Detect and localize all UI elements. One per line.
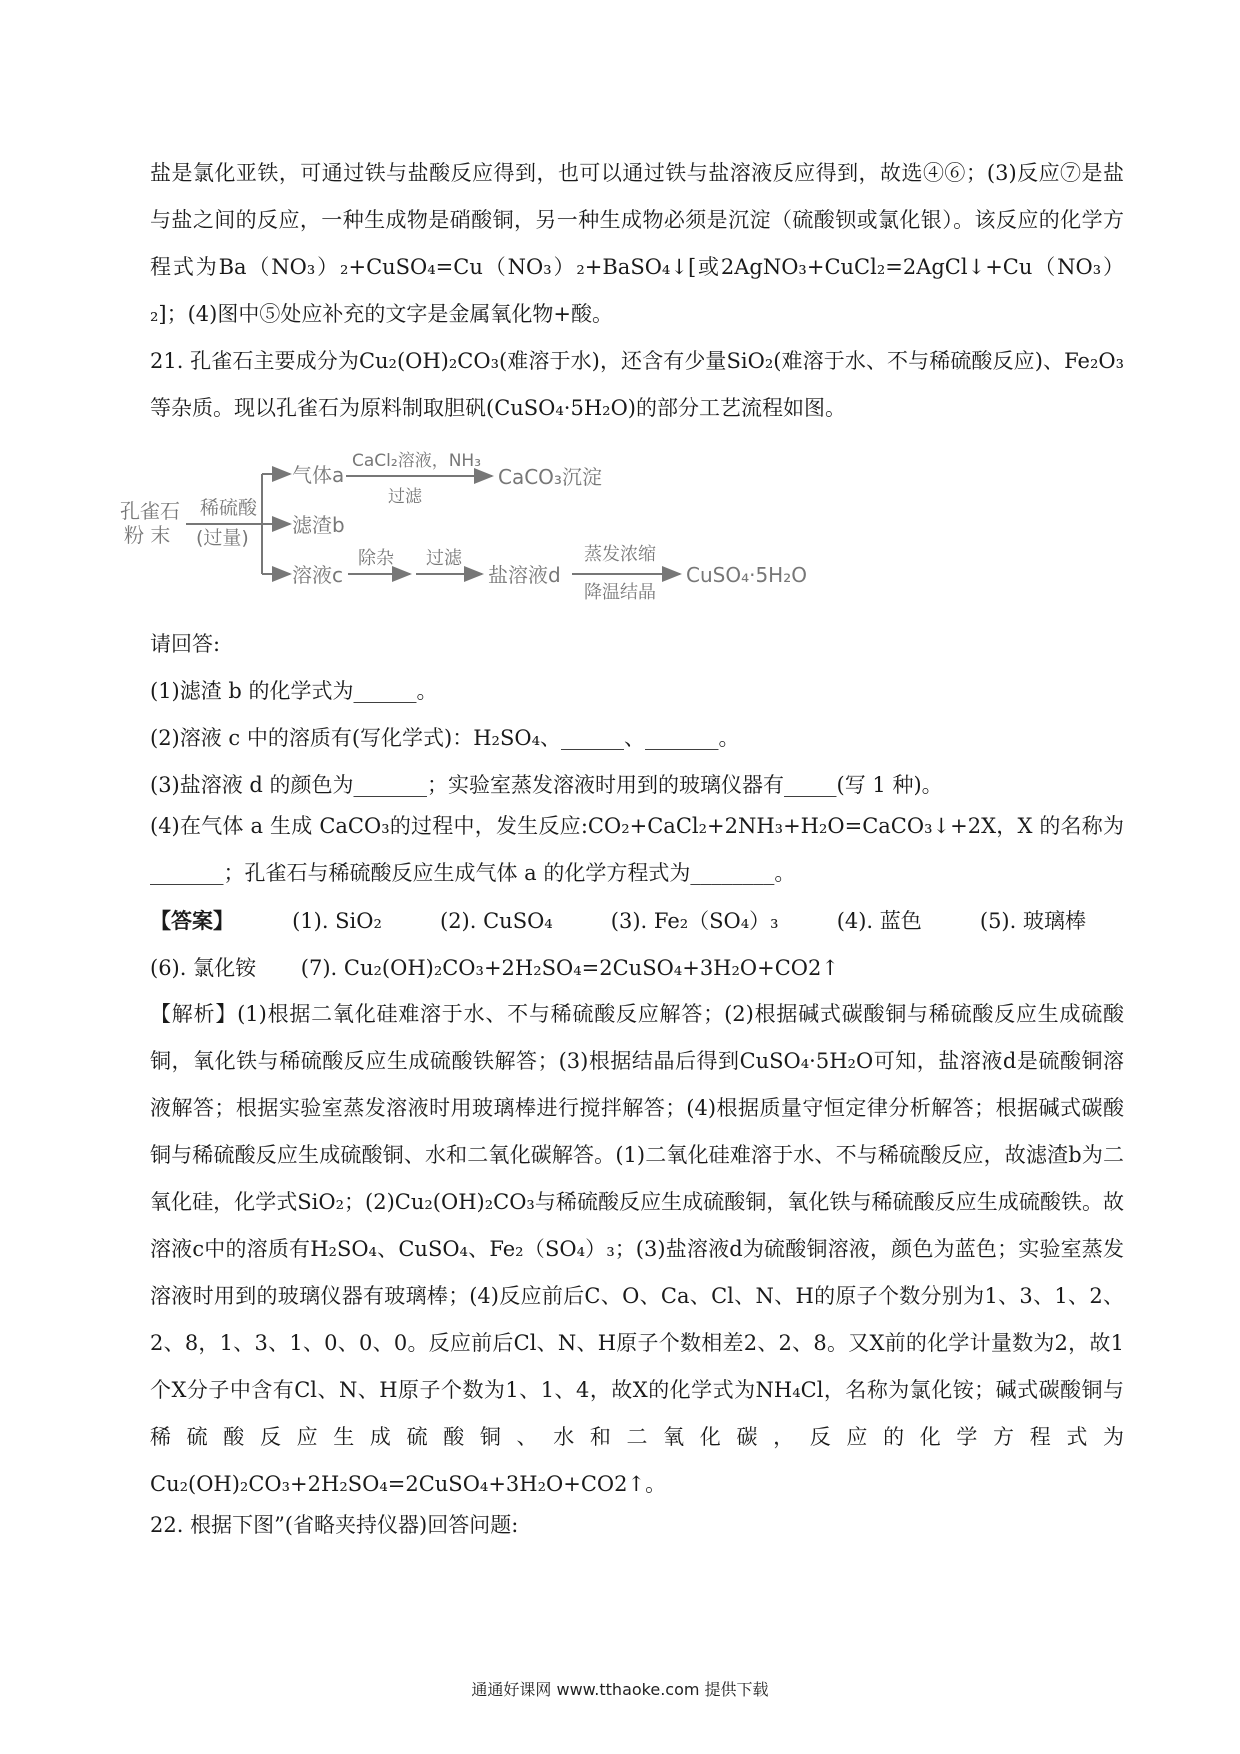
solution-c-label: 溶液c [292,563,343,587]
gas-reagent-label: CaCl₂溶液，NH₃ [352,451,482,471]
start-label-1: 孔雀石 [120,499,180,523]
answer-6: (6). 氯化铵 [150,956,257,980]
step-filter: 过滤 [426,548,462,569]
salt-solution-d-label: 盐溶液d [488,563,561,587]
reagent-bottom: (过量) [196,527,249,549]
gas-operation-label: 过滤 [388,487,422,507]
step-evaporate: 蒸发浓缩 [584,544,656,565]
caco3-product-label: CaCO₃沉淀 [498,465,602,489]
answer-label: 【答案】 [150,908,234,933]
question-22-stem: 22. 根据下图”(省略夹持仪器)回答问题: [150,1513,519,1537]
process-flow-diagram [120,446,920,606]
footer-watermark: 通通好课网 www.tthaoke.com 提供下载 [471,1680,769,1699]
answer-7: (7). Cu₂(OH)₂CO₃+2H₂SO₄=2CuSO₄+3H₂O+CO2↑ [300,956,839,980]
gas-a-label: 气体a [292,463,345,487]
sub-question-3: (3)盐溶液 d 的颜色为_______；实验室蒸发溶液时用到的玻璃仪器有_____(写 1 种)。 [150,773,943,797]
analysis-text: 【解析】(1)根据二氧化硅难溶于水、不与稀硫酸反应解答；(2)根据碱式碳酸铜与稀硫酸反应生成硫酸铜，氧化铁与稀硫酸反应生成硫酸铁解答；(3)根据结晶后得到CuSO₄·5H₂O可知，盐溶液d是硫酸铜溶液解答；根据实验室蒸发溶液时用玻璃棒进行搅拌解答；(4)根据质量守恒定律分析解答；根据碱式碳酸铜与稀硫酸反应生成硫酸铜、水和二氧化碳解答。(1)二氧化硅难溶于水、不与稀硫酸反应，故滤渣b为二氧化硅，化学式SiO₂；(2)Cu₂(OH)₂CO₃与稀硫酸反应生成硫酸铜，氧化铁与稀硫酸反应生成硫酸铁。故溶液c中的溶质有H₂SO₄、CuSO₄、Fe₂（SO₄）₃；(3)盐溶液d为硫酸铜溶液，颜色为蓝色；实验室蒸发溶液时用到的玻璃仪器有玻璃棒；(4)反应前后C、O、Ca、Cl、N、H的原子个数分别为1、3、1、2、2、8，1、3、1、0、0、0。反应前后Cl、N、H原子个数相差2、2、8。又X前的化学计量数为2，故1个X分子中含有Cl、N、H原子个数为1、1、4，故X的化学式为NH₄Cl，名称为氯化铵；碱式碳酸铜与稀硫酸反应生成硫酸铜、水和二氧化碳，反应的化学方程式为Cu₂(OH)₂CO₃+2H₂SO₄=2CuSO₄+3H₂O+CO2↑。 [150,1002,1125,1496]
sub-question-1: (1)滤渣 b 的化学式为______。 [150,679,438,703]
answer-1: (1). SiO₂ [292,909,382,933]
sub-question-2: (2)溶液 c 中的溶质有(写化学式)：H₂SO₄、______、_______。 [150,726,740,750]
start-label-2: 粉 末 [124,523,171,547]
residue-b-label: 滤渣b [292,513,345,537]
reagent-top: 稀硫酸 [200,497,258,519]
step-impurity-removal: 除杂 [358,548,394,569]
sub-question-4: (4)在气体 a 生成 CaCO₃的过程中，发生反应:CO₂+CaCl₂+2NH₃+H₂O=CaCO₃↓+2X，X 的名称为_______；孔雀石与稀硫酸反应生成气体 a 的化学方程式为________。 [150,814,1124,885]
answer-3: (3). Fe₂（SO₄）₃ [610,909,779,933]
previous-answer-text: 盐是氯化亚铁，可通过铁与盐酸反应得到，也可以通过铁与盐溶液反应得到，故选④⑥；(3)反应⑦是盐与盐之间的反应，一种生成物是硝酸铜，另一种生成物必须是沉淀（硫酸钡或氯化银）。该反应的化学方程式为Ba（NO₃）₂+CuSO₄=Cu（NO₃）₂+BaSO₄↓[或2AgNO₃+CuCl₂=2AgCl↓+Cu（NO₃）₂]；(4)图中⑤处应补充的文字是金属氧化物+酸。 [150,161,1124,326]
answer-block [150,897,1124,992]
answer-5: (5). 玻璃棒 [979,909,1086,933]
answer-4: (4). 蓝色 [836,909,922,933]
please-answer: 请回答: [150,632,221,656]
answer-2: (2). CuSO₄ [440,909,553,933]
step-crystallize: 降温结晶 [584,582,656,603]
cuso4-product-label: CuSO₄·5H₂O [686,563,807,587]
question-21-stem: 21. 孔雀石主要成分为Cu₂(OH)₂CO₃(难溶于水)，还含有少量SiO₂(难溶于水、不与稀硫酸反应)、Fe₂O₃等杂质。现以孔雀石为原料制取胆矾(CuSO₄·5H₂O)的部分工艺流程如图。 [150,349,1124,420]
